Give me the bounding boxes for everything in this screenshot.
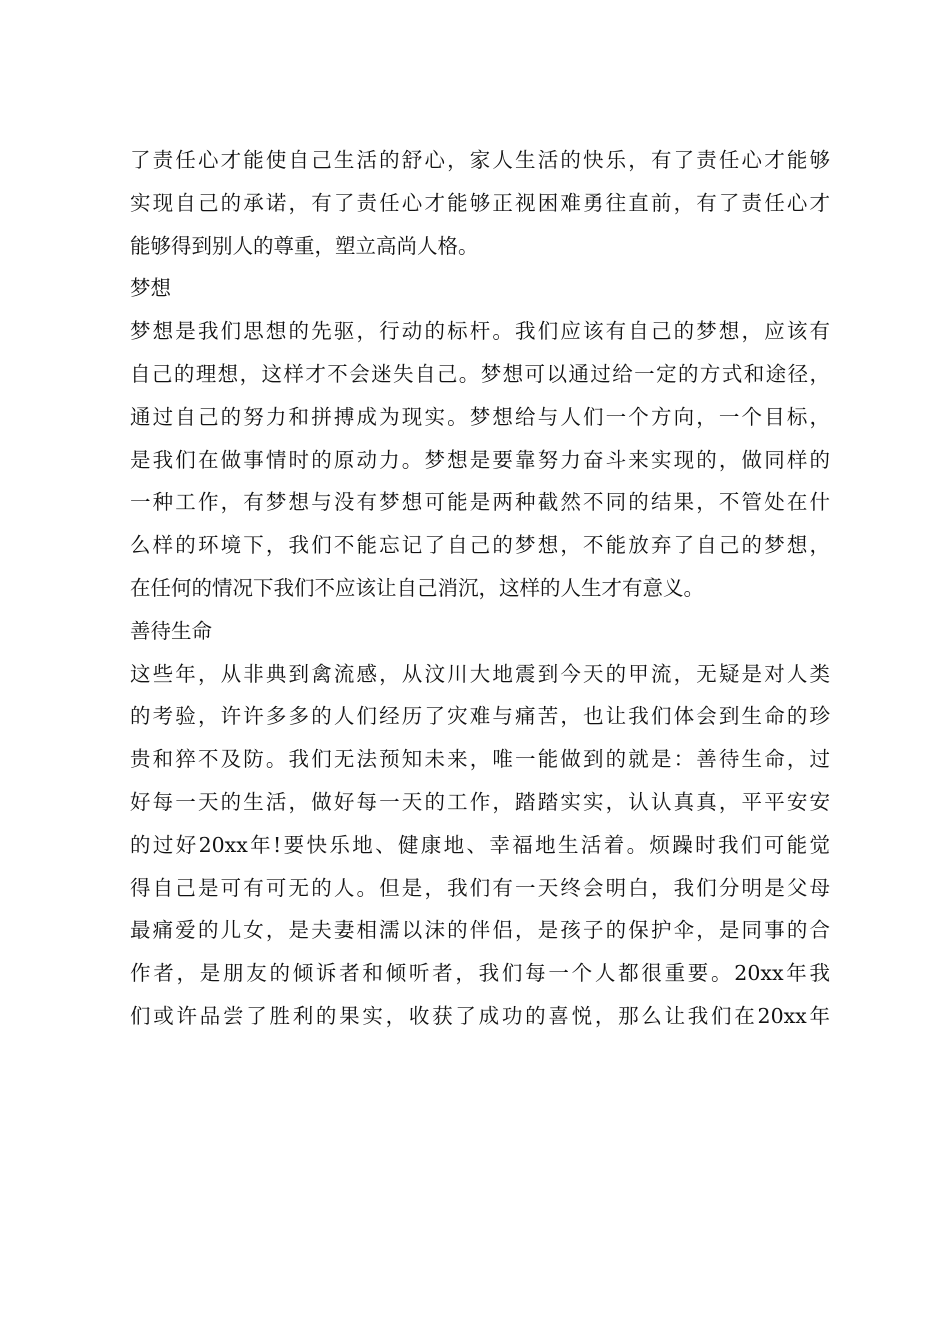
- text-line: 作者，是朋友的倾诉者和倾听者，我们每一个人都很重要。20xx年我: [130, 961, 830, 986]
- paragraph-responsibility-end: [130, 139, 830, 267]
- heading-cherish-life: [130, 610, 830, 653]
- text-line: 一种工作，有梦想与没有梦想可能是两种截然不同的结果，不管处在什: [130, 490, 830, 515]
- text-line: 是我们在做事情时的原动力。梦想是要靠努力奋斗来实现的，做同样的: [130, 447, 830, 472]
- paragraph-dream: [130, 310, 830, 610]
- text-line: 么样的环境下，我们不能忘记了自己的梦想，不能放弃了自己的梦想，: [130, 533, 830, 558]
- text-line: 贵和猝不及防。我们无法预知未来，唯一能做到的就是：善待生命，过: [130, 747, 830, 772]
- text-line: 的考验，许许多多的人们经历了灾难与痛苦，也让我们体会到生命的珍: [130, 704, 830, 729]
- text-line: 的过好20xx年!要快乐地、健康地、幸福地生活着。烦躁时我们可能觉: [130, 832, 830, 857]
- text-line: 在任何的情况下我们不应该让自己消沉，这样的人生才有意义。: [130, 575, 704, 600]
- section-heading: 梦想: [130, 276, 171, 301]
- text-line: 通过自己的努力和拼搏成为现实。梦想给与人们一个方向，一个目标，: [130, 404, 830, 429]
- text-line: 实现自己的承诺，有了责任心才能够正视困难勇往直前，有了责任心才: [130, 190, 830, 215]
- text-line: 了责任心才能使自己生活的舒心，家人生活的快乐，有了责任心才能够: [130, 148, 830, 172]
- text-line: 这些年，从非典到禽流感，从汶川大地震到今天的甲流，无疑是对人类: [130, 661, 830, 686]
- text-line: 们或许品尝了胜利的果实，收获了成功的喜悦，那么让我们在20xx年: [130, 1003, 830, 1028]
- section-heading: 善待生命: [130, 618, 212, 643]
- heading-dream: [130, 267, 830, 310]
- text-line: 好每一天的生活，做好每一天的工作，踏踏实实，认认真真，平平安安: [130, 789, 830, 814]
- document-body: [130, 139, 830, 1038]
- text-line: 能够得到别人的尊重，塑立高尚人格。: [130, 233, 479, 258]
- text-line: 最痛爱的儿女，是夫妻相濡以沫的伴侣，是孩子的保护伞，是同事的合: [130, 918, 830, 943]
- text-line: 自己的理想，这样才不会迷失自己。梦想可以通过给一定的方式和途径，: [130, 361, 830, 386]
- paragraph-cherish-life: [130, 653, 830, 1038]
- text-line: 得自己是可有可无的人。但是，我们有一天终会明白，我们分明是父母: [130, 875, 830, 900]
- text-line: 梦想是我们思想的先驱，行动的标杆。我们应该有自己的梦想，应该有: [130, 319, 830, 344]
